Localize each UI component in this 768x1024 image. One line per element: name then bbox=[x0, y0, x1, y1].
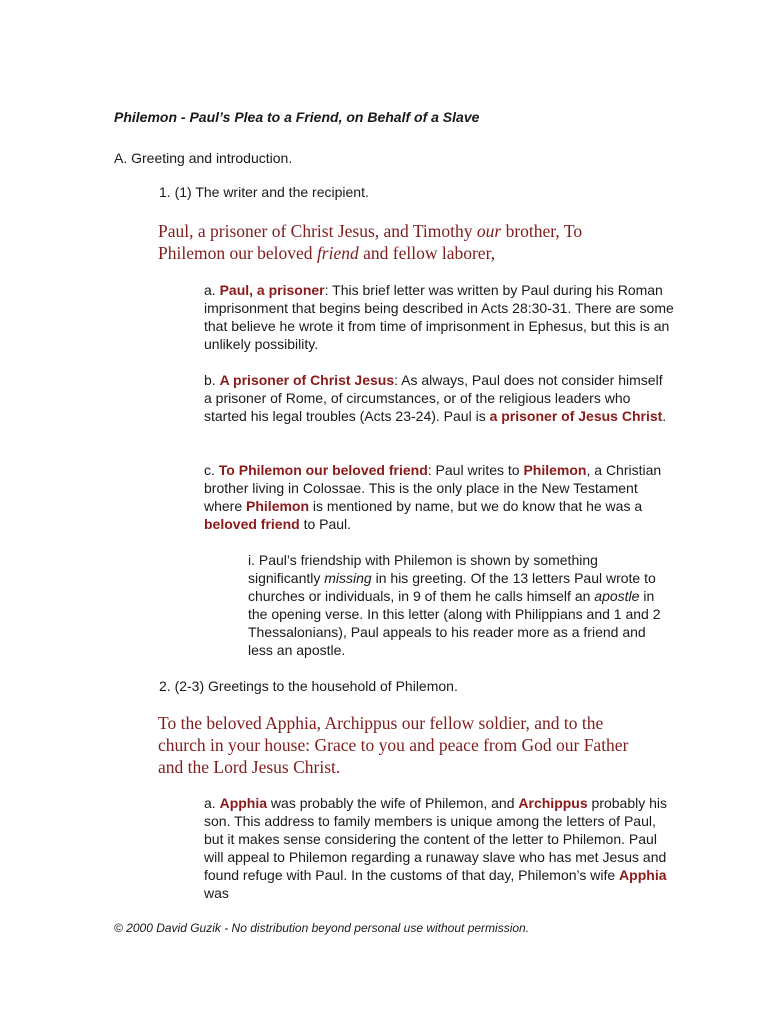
section-heading-a: A. Greeting and introduction. bbox=[114, 150, 293, 166]
commentary-paragraph-c: c. To Philemon our beloved friend: Paul writes to Philemon, a Christian brother living in Colossae. This is the only place in the New Testament where Philemon is mentioned by name, but we do know that he was a beloved friend to Paul. bbox=[204, 462, 662, 532]
copyright-footer: © 2000 David Guzik - No distribution beyond personal use without permission. bbox=[114, 921, 530, 935]
commentary-paragraph-a2: a. Apphia was probably the wife of Philemon, and Archippus probably his son. This address to family members is unique among the letters of Paul, but it makes sense considering the content of the letter to Philemon. Paul will appeal to Philemon regarding a runaway slave who has met Jesus and found refuge with Paul. In the customs of that day, Philemon’s wife Apphia was bbox=[204, 795, 668, 901]
item-1-heading: 1. (1) The writer and the recipient. bbox=[159, 184, 369, 200]
scripture-verse-2: To the beloved Apphia, Archippus our fellow soldier, and to the church in your house: Grace to you and peace from God our Father and the Lord Jesus Christ. bbox=[158, 713, 629, 777]
scripture-verse-1: Paul, a prisoner of Christ Jesus, and Timothy our brother, To Philemon our beloved friend and fellow laborer, bbox=[158, 221, 583, 263]
commentary-paragraph-a: a. Paul, a prisoner: This brief letter was written by Paul during his Roman imprisonment that begins being described in Acts 28:30-31. There are some that believe he wrote it from time of imprisonment in Ephesus, but this is an unlikely possibility. bbox=[204, 282, 674, 352]
commentary-subparagraph-i: i. Paul’s friendship with Philemon is shown by something significantly missing in his greeting. Of the 13 letters Paul wrote to churches or individuals, in 9 of them he calls himself an apostle in the opening verse. In this letter (along with Philippians and 1 and 2 Thessalonians), Paul appeals to his reader more as a friend and less an apostle. bbox=[248, 552, 661, 658]
commentary-paragraph-b: b. A prisoner of Christ Jesus: As always, Paul does not consider himself a prisoner of Rome, of circumstances, or of the religious leaders who started his legal troubles (Acts 23-24). Paul is a prisoner of Jesus Christ. bbox=[204, 372, 667, 424]
page-title: Philemon - Paul’s Plea to a Friend, on Behalf of a Slave bbox=[114, 109, 480, 125]
item-2-heading: 2. (2-3) Greetings to the household of Philemon. bbox=[159, 678, 458, 694]
